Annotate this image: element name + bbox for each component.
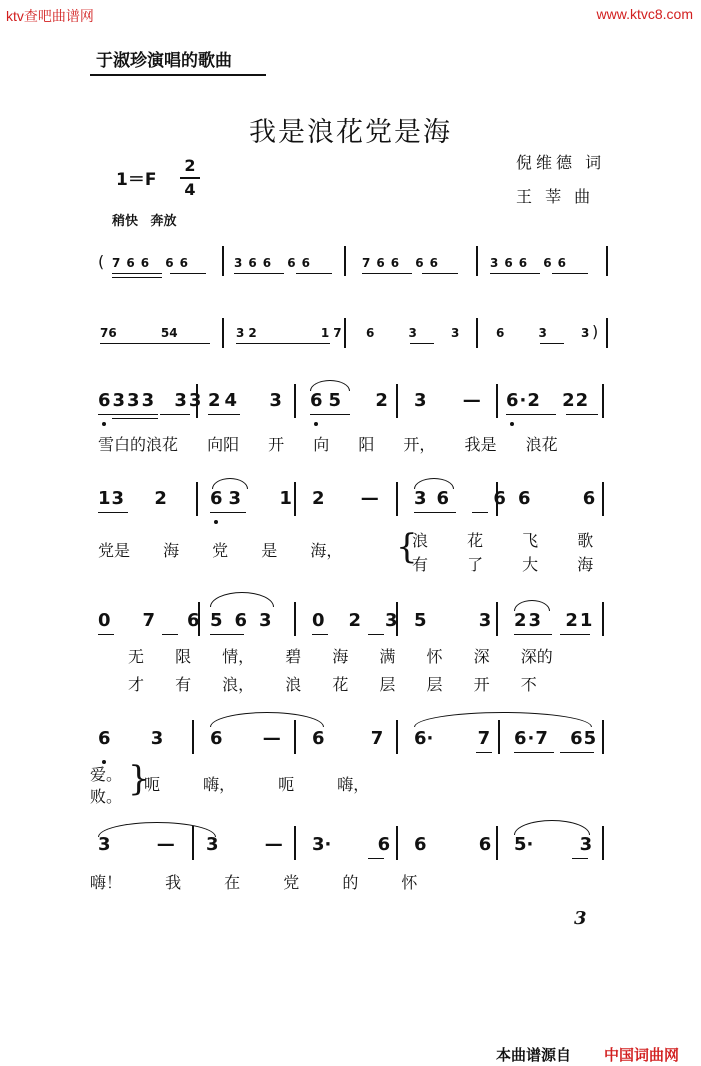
watermark-left: ktv查吧曲谱网: [6, 8, 94, 24]
line2-m4: 6 3 3: [496, 326, 590, 340]
slur: [514, 820, 590, 835]
barline: [294, 482, 296, 516]
barline: [294, 720, 296, 754]
line6-m4: 6· 7: [414, 728, 491, 749]
low-octave-dot: [214, 520, 218, 524]
barline: [396, 826, 398, 860]
barline: [606, 246, 608, 276]
line3-m5: 6·2 22: [506, 390, 590, 411]
watermark-right: www.ktvc8.com: [596, 6, 693, 22]
barline: [396, 720, 398, 754]
barline: [602, 720, 604, 754]
beam: [112, 273, 162, 274]
beam: [572, 858, 588, 859]
lyrics-row-5: 嗨！ 我 在 党 的 怀: [90, 873, 418, 892]
beam: [422, 273, 458, 274]
beam: [112, 418, 158, 419]
beam: [236, 343, 330, 344]
beam: [506, 414, 556, 415]
barline: [344, 318, 346, 348]
line5-m1: 076: [98, 610, 232, 631]
song-title: 我是浪花党是海: [249, 117, 452, 148]
low-octave-dot: [102, 760, 106, 764]
line2-m3: 6 3 3: [366, 326, 460, 340]
line5-m5: 23 21: [514, 610, 595, 631]
page-number: 3: [574, 908, 587, 929]
lyrics-verse-2: 有 了 大 海: [412, 555, 594, 574]
line5-m3: 023: [312, 610, 422, 631]
line4-m4: 36 6: [414, 488, 516, 509]
slur: [210, 712, 324, 727]
barline: [192, 720, 194, 754]
beam: [210, 512, 246, 513]
beam: [112, 277, 162, 278]
barline: [602, 602, 604, 636]
slur: [414, 712, 592, 727]
beam: [560, 634, 590, 635]
line7-m1: 3 —: [98, 834, 175, 855]
lyrics-verse-1: 浪 花 飞 歌: [412, 531, 594, 550]
composer-credit: 王 莘 曲: [516, 187, 595, 206]
slur: [414, 478, 454, 489]
beam: [368, 858, 384, 859]
line4-m3: 2 —: [312, 488, 379, 509]
line1-m4: 366 66: [490, 256, 572, 270]
lyrics-row-4: 呃 嗨， 呃 嗨，: [144, 775, 370, 794]
beam: [100, 343, 210, 344]
beam: [210, 634, 244, 635]
beam: [98, 512, 128, 513]
verse-end-brace: }: [128, 759, 150, 799]
barline: [192, 826, 194, 860]
barline: [602, 482, 604, 516]
beam: [514, 634, 552, 635]
beam: [410, 343, 434, 344]
beam: [476, 752, 492, 753]
line4-m1: 13 2: [98, 488, 168, 509]
meter-top: 2: [184, 156, 196, 175]
meter-bar: [180, 177, 200, 179]
line6-m1: 6 3: [98, 728, 164, 749]
barline: [294, 384, 296, 418]
open-paren: (: [98, 252, 105, 271]
slur: [98, 822, 216, 837]
barline: [222, 318, 224, 348]
verse-brace: {: [396, 527, 418, 567]
beam: [368, 634, 384, 635]
footer-source-link[interactable]: 中国词曲网: [604, 1046, 680, 1064]
beam: [312, 634, 328, 635]
lyrics-row-1: 雪白的浪花 向阳 开 向 阳 开， 我是 浪花: [98, 435, 558, 454]
meter-bottom: 4: [184, 180, 196, 199]
barline: [476, 318, 478, 348]
beam: [362, 273, 412, 274]
time-signature: [180, 156, 200, 200]
line5-m4: 5 3: [414, 610, 492, 631]
line3-m3: 65 2: [310, 390, 394, 411]
slur: [514, 600, 550, 611]
barline: [496, 826, 498, 860]
low-octave-dot: [314, 422, 318, 426]
barline: [294, 826, 296, 860]
barline: [476, 246, 478, 276]
beam: [414, 512, 456, 513]
barline: [198, 602, 200, 636]
barline: [396, 602, 398, 636]
beam: [98, 634, 114, 635]
line6-m2: 6 —: [210, 728, 281, 749]
low-octave-dot: [102, 422, 106, 426]
lyricist-credit: 倪维德 词: [516, 153, 606, 172]
slur: [310, 380, 350, 391]
barline: [396, 384, 398, 418]
close-paren: ): [592, 322, 599, 341]
key-signature: 1＝F: [116, 170, 157, 190]
beam: [160, 414, 190, 415]
line1-m1: 766 66: [112, 256, 194, 270]
beam: [552, 273, 588, 274]
line1-m2: 366 66: [234, 256, 316, 270]
barline: [294, 602, 296, 636]
lyrics-row-3b: 才 有 浪， 浪 花 层 层 开 不: [128, 675, 537, 694]
lyrics-row-2: 党是 海 党 是 海，: [98, 541, 343, 560]
collection-underline: [90, 74, 266, 76]
beam: [514, 752, 554, 753]
line6-m5: 6·7 65: [514, 728, 598, 749]
lyrics-row-4b: 败。: [90, 787, 123, 806]
line4-m2: 63 1: [210, 488, 298, 509]
lyrics-row-3a: 无 限 情， 碧 海 满 怀 深 深的: [128, 647, 553, 666]
beam: [310, 414, 350, 415]
beam: [566, 414, 598, 415]
line7-m4: 6 6: [414, 834, 492, 855]
barline: [496, 482, 498, 516]
barline: [344, 246, 346, 276]
barline: [496, 602, 498, 636]
line7-m2: 3 —: [206, 834, 283, 855]
beam: [540, 343, 564, 344]
line2-m2: 32 17: [236, 326, 346, 340]
line3-m2: 24 3: [208, 390, 286, 411]
barline: [496, 384, 498, 418]
beam: [560, 752, 594, 753]
tempo-marking: 稍快 奔放: [112, 214, 177, 229]
barline: [602, 384, 604, 418]
barline: [196, 384, 198, 418]
line2-m1: 76 54: [100, 326, 178, 340]
beam: [170, 273, 206, 274]
barline: [602, 826, 604, 860]
beam: [208, 414, 240, 415]
collection-heading: 于淑珍演唱的歌曲: [96, 51, 232, 71]
lyrics-row-4a: 爱。: [90, 765, 123, 784]
barline: [396, 482, 398, 516]
beam: [234, 273, 284, 274]
line4-m5: 6 6: [518, 488, 596, 509]
line6-m3: 6 7: [312, 728, 384, 749]
barline: [498, 720, 500, 754]
barline: [606, 318, 608, 348]
line5-m2: 563: [210, 610, 284, 631]
line7-m5: 5· 3: [514, 834, 593, 855]
footer-source-label: 本曲谱源自: [496, 1046, 572, 1064]
beam: [296, 273, 332, 274]
slur: [212, 478, 248, 489]
beam: [472, 512, 488, 513]
line7-m3: 3· 6: [312, 834, 391, 855]
slur: [210, 592, 274, 607]
barline: [222, 246, 224, 276]
beam: [98, 414, 158, 415]
line1-m3: 766 66: [362, 256, 444, 270]
line3-m4: 3 —: [414, 390, 481, 411]
barline: [196, 482, 198, 516]
beam: [490, 273, 540, 274]
beam: [162, 634, 178, 635]
line3-m1: 6333 33: [98, 390, 204, 411]
low-octave-dot: [510, 422, 514, 426]
